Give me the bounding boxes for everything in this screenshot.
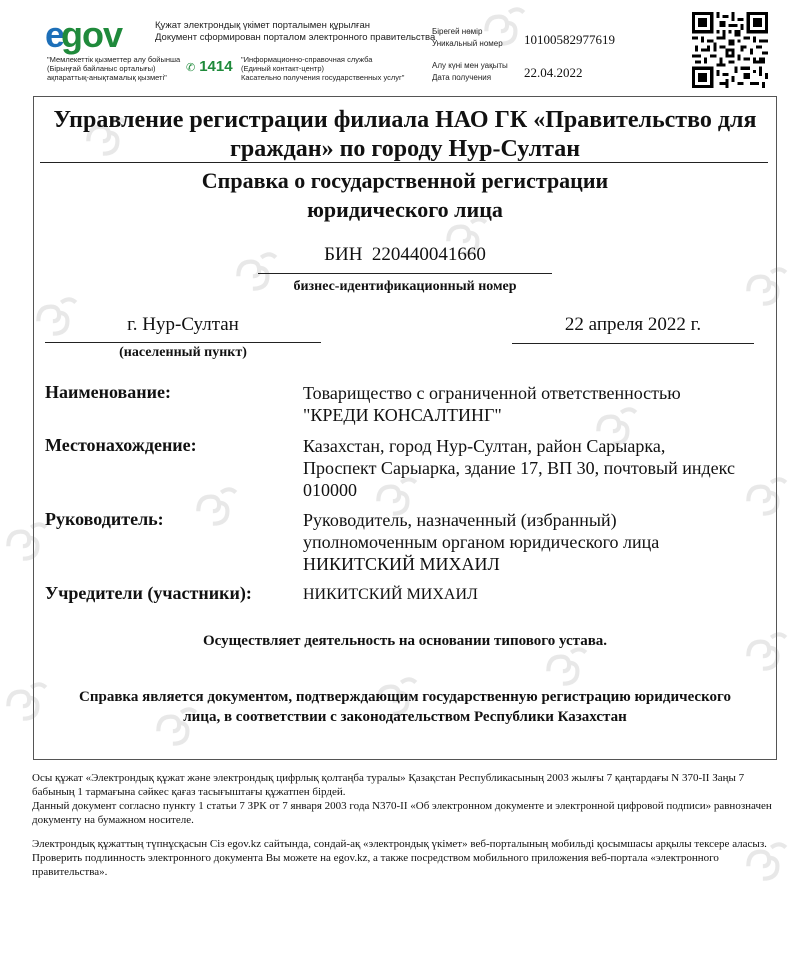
field-value-location: [303, 435, 735, 501]
center-caption-ru: [241, 55, 404, 82]
unique-label-kz: Бірегей нөмір: [432, 27, 483, 36]
bin-underline: [258, 273, 552, 274]
center-ru-line: (Единый контакт-центр): [241, 64, 324, 73]
portal-caption-ru: Документ сформирован порталом электронного правительства: [155, 32, 436, 43]
ornament-watermark-icon: [740, 260, 792, 312]
footer-p1-kz: Осы құжат «Электрондық құжат және электрондық цифрлық қолтаңба туралы» Қазақстан Республикасының 2003 жылғы 7 қаңтардағы N 370-II Заңы 7 бабының 1 тармағына сәйкес қағаз тасығыштағы құжатпен бірдей.: [32, 772, 745, 798]
field-label-head: Руководитель:: [45, 509, 164, 529]
bin-field: [260, 244, 550, 266]
city-caption: (населенный пункт): [119, 345, 247, 360]
logo-main: gov: [61, 14, 123, 55]
field-value-founders: [303, 584, 478, 606]
legal-note-line: Справка является документом, подтверждающим государственную регистрацию юридического: [79, 689, 731, 705]
unique-number-value: 10100582977619: [524, 32, 615, 47]
field-value-line: 010000: [303, 480, 357, 500]
qr-code: [692, 12, 768, 88]
ornament-watermark-icon: [190, 480, 242, 532]
field-value-head: [303, 509, 659, 575]
issuing-authority: Управление регистрации филиала НАО ГК «Правительство для граждан» по городу Нур-Султан: [53, 107, 757, 162]
footer-equivalence: [32, 771, 772, 827]
bin-value: 220440041660: [371, 244, 486, 265]
ornament-watermark-icon: [478, 0, 530, 52]
certificate-title-line2: юридического лица: [307, 197, 503, 222]
statute-note: Осуществляет деятельность на основании типового устава.: [202, 633, 608, 649]
field-value-line: "КРЕДИ КОНСАЛТИНГ": [303, 405, 502, 425]
field-value-line: НИКИТСКИЙ МИХАИЛ: [303, 586, 478, 603]
certificate-title-line1: Справка о государственной регистрации: [201, 168, 609, 193]
center-caption-kz: [47, 55, 180, 82]
egov-logo: [45, 14, 122, 54]
city-value: г. Нур-Султан: [127, 314, 239, 335]
unique-label-ru: Уникальный номер: [432, 39, 503, 48]
field-value-line: Проспект Сарыарка, здание 17, ВП 30, почтовый индекс: [303, 458, 735, 478]
title-divider: [40, 162, 768, 163]
contact-phone: [186, 58, 233, 76]
footer-p2-kz: Электрондық құжаттың түпнұсқасын Сіз egov.kz сайтында, сондай-ақ «электрондық үкімет» веб-порталының мобильді қосымшасы арқылы тексере аласыз.: [32, 838, 767, 850]
center-kz-line: "Мемлекеттік қызметтер алу бойынша: [47, 55, 181, 64]
field-label-location: Местонахождение:: [45, 435, 197, 455]
field-value-line: Казахстан, город Нур-Султан, район Сарыарка,: [303, 436, 666, 456]
legal-note: [40, 687, 770, 727]
center-kz-line: ақпараттық-анықтамалық қызметі": [47, 73, 167, 82]
field-value-line: уполномоченным органом юридического лица: [303, 532, 660, 552]
date-label-ru: Дата получения: [432, 73, 492, 82]
phone-number: 1414: [199, 58, 233, 75]
legal-note-line: лица, в соответствии с законодательством Республики Казахстан: [183, 709, 627, 725]
bin-caption: бизнес-идентификационный номер: [293, 279, 517, 294]
phone-icon: ✆: [186, 62, 196, 74]
date-underline: [512, 343, 754, 344]
ornament-watermark-icon: [740, 470, 792, 522]
date-received-label: [432, 60, 508, 84]
logo-prefix: e: [45, 14, 65, 55]
field-value-line: НИКИТСКИЙ МИХАИЛ: [303, 554, 500, 574]
field-value-line: Руководитель, назначенный (избранный): [303, 510, 617, 530]
field-value-line: Товарищество с ограниченной ответственностью: [303, 383, 681, 403]
issue-date: 22 апреля 2022 г.: [564, 314, 702, 335]
field-value-name: [303, 382, 681, 426]
date-received-value: 22.04.2022: [524, 65, 583, 80]
bin-label: БИН: [324, 244, 363, 265]
center-ru-line: "Информационно-справочная служба: [241, 55, 373, 64]
center-kz-line: (Бірыңғай байланыс орталығы): [47, 64, 156, 73]
field-label-name: Наименование:: [45, 382, 171, 402]
portal-caption-kz: Қужат электрондық үкімет порталымен құрылған: [155, 20, 371, 31]
certificate-title: [40, 166, 770, 224]
city-underline: [45, 342, 321, 343]
field-label-founders: Учредители (участники):: [45, 583, 252, 603]
footer-verification: [32, 837, 772, 879]
footer-p2-ru: Проверить подлинность электронного документа Вы можете на egov.kz, а также посредством мобильного приложения веб-портала «электронного правительства».: [32, 852, 719, 878]
portal-caption: [155, 20, 435, 44]
date-label-kz: Алу күні мен уақыты: [432, 61, 508, 70]
center-ru-line: Касательно получения государственных услуг": [241, 73, 405, 82]
footer-p1-ru: Данный документ согласно пункту 1 статьи 7 ЗРК от 7 января 2003 года N370-II «Об электронном документе и электронной цифровой подписи» равнозначен документу на бумажном носителе.: [32, 800, 772, 826]
